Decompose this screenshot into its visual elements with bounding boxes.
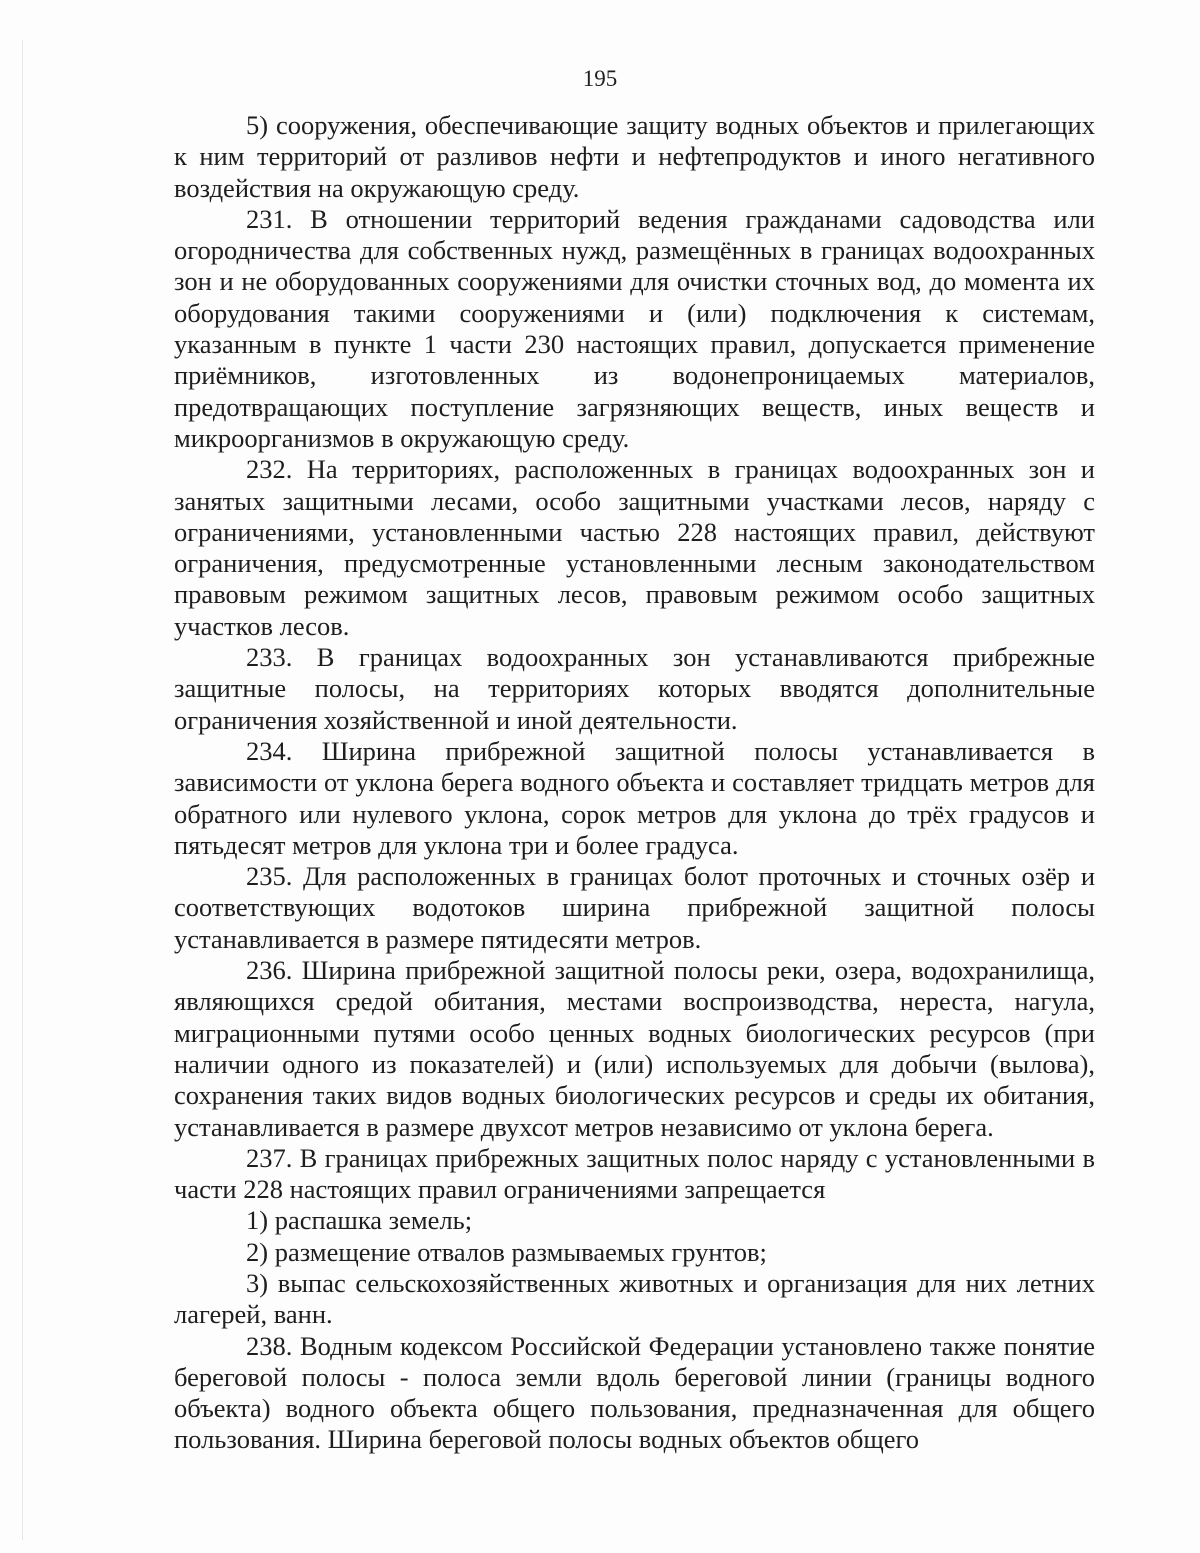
page-number: 195 (582, 66, 618, 91)
list-item-1: 1) распашка земель; (246, 1205, 473, 1236)
list-item-3: 3) выпас сельскохозяйственных животных и организация для них летних лагерей, ванн. (174, 1267, 1095, 1330)
paragraph-232: 232. На территориях, расположенных в границах водоохранных зон и занятых защитными лесами, особо защитными участками лесов, наряду с ограничениями, установленными частью 228 настоящих правил, действуют ограничения, предусмотренные установленными лесным законодательством правовым режимом защитных лесов, правовым режимом особо защитных участков лесов. (174, 454, 1095, 641)
scan-edge-line (22, 40, 23, 1540)
paragraph-item-5: 5) сооружения, обеспечивающие защиту водных объектов и прилегающих к ним территорий от разливов нефти и нефтепродуктов и иного негативного воздействия на окружающую среду. (174, 110, 1095, 203)
document-body (174, 110, 1095, 1456)
paragraph-236: 236. Ширина прибрежной защитной полосы реки, озера, водохранилища, являющихся средой обитания, местами воспроизводства, нереста, нагула, миграционными путями особо ценных водных биологических ресурсов (при наличии одного из показателей) и (или) используемых для добычи (вылова), сохранения таких видов водных биологических ресурсов и среды их обитания, устанавливается в размере двухсот метров независимо от уклона берега. (174, 955, 1095, 1142)
paragraph-238: 238. Водным кодексом Российской Федерации установлено также понятие береговой полосы - полоса земли вдоль береговой линии (границы водного объекта) водного объекта общего пользования, предназначенная для общего пользования. Ширина береговой полосы водных объектов общего (174, 1330, 1095, 1455)
paragraph-231: 231. В отношении территорий ведения гражданами садоводства или огородничества для собственных нужд, размещённых в границах водоохранных зон и не оборудованных сооружениями для очистки сточных вод, до момента их оборудования такими сооружениями и (или) подключения к системам, указанным в пункте 1 части 230 настоящих правил, допускается применение приёмников, изготовленных из водонепроницаемых материалов, предотвращающих поступление загрязняющих веществ, иных веществ и микроорганизмов в окружающую среду. (174, 203, 1095, 453)
paragraph-237: 237. В границах прибрежных защитных полос наряду с установленными в части 228 настоящих правил ограничениями запрещается (174, 1142, 1095, 1205)
list-item-2: 2) размещение отвалов размываемых грунтов; (246, 1236, 767, 1267)
paragraph-234: 234. Ширина прибрежной защитной полосы устанавливается в зависимости от уклона берега водного объекта и составляет тридцать метров для обратного или нулевого уклона, сорок метров для уклона до трёх градусов и пятьдесят метров для уклона три и более градуса. (174, 735, 1095, 860)
paragraph-233: 233. В границах водоохранных зон устанавливаются прибрежные защитные полосы, на территориях которых вводятся дополнительные ограничения хозяйственной и иной деятельности. (174, 642, 1095, 735)
paragraph-235: 235. Для расположенных в границах болот проточных и сточных озёр и соответствующих водотоков ширина прибрежной защитной полосы устанавливается в размере пятидесяти метров. (174, 861, 1095, 954)
